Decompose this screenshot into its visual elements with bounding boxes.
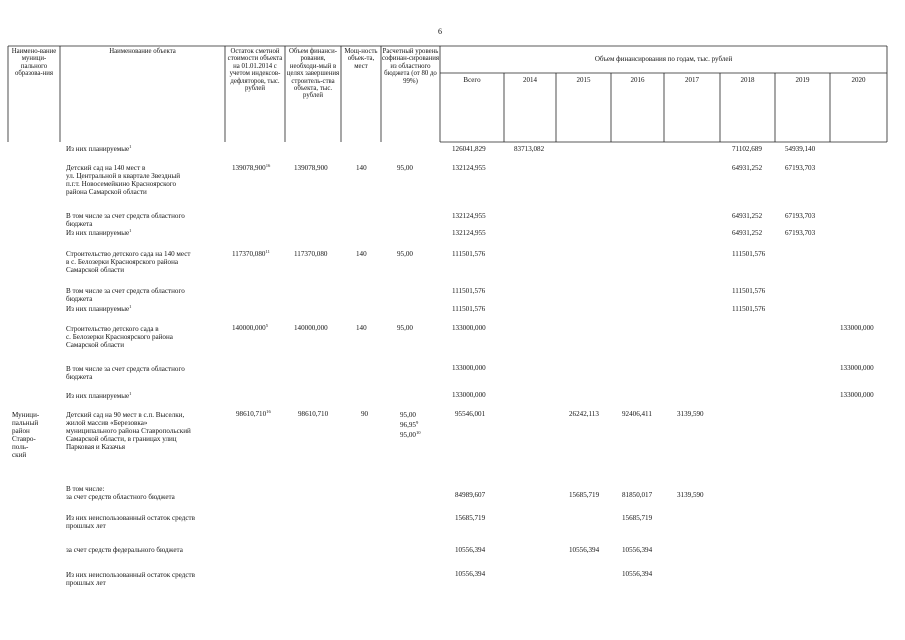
cell-2014: 83713,082 bbox=[514, 145, 545, 153]
cell-2018: 64931,252 bbox=[732, 229, 763, 237]
page-number: 6 bbox=[438, 27, 442, 36]
cell-2016: 92406,411 bbox=[622, 410, 652, 418]
municipality-name: Муници- пальный район Ставро- поль- ский bbox=[12, 411, 40, 460]
cell-remaining-cost: 139078,900$^{16}$ bbox=[232, 163, 271, 172]
cell-2020: 133000,000 bbox=[840, 391, 874, 399]
object-name: Строительство детского сада на 140 мест в с. Белозерки Красноярского района Самарской области bbox=[66, 250, 191, 275]
header-year-2019: 2019 bbox=[795, 76, 810, 84]
object-name: за счет средств федерального бюджета bbox=[66, 546, 183, 554]
object-name: Из них неиспользованный остаток средств прошлых лет bbox=[66, 571, 195, 588]
cell-2015: 15685,719 bbox=[569, 491, 600, 499]
cell-level: 95,00 96,95$^9$ 95,00$^{10}$ bbox=[400, 411, 421, 439]
object-name: В том числе за счет средств областного бюджета bbox=[66, 287, 185, 304]
cell-2019: 67193,703 bbox=[785, 164, 816, 172]
cell-2018: 111501,576 bbox=[732, 250, 766, 258]
cell-level: 95,00 bbox=[397, 250, 413, 258]
object-name: В том числе за счет средств областного бюджета bbox=[66, 212, 185, 229]
cell-2018: 71102,689 bbox=[732, 145, 762, 153]
cell-2016: 10556,394 bbox=[622, 546, 653, 554]
cell-total: 133000,000 bbox=[452, 364, 486, 372]
cell-remaining-cost: 117370,080$^{11}$ bbox=[232, 249, 270, 258]
header-funding-by-year: Объем финансирования по годам, тыс. рублей bbox=[594, 55, 733, 63]
cell-2018: 64931,252 bbox=[732, 212, 763, 220]
cell-capacity: 140 bbox=[356, 250, 367, 258]
object-name: Из них планируемые$^1$ bbox=[66, 228, 132, 237]
cell-remaining-cost: 98610,710$^{16}$ bbox=[236, 409, 271, 418]
cell-total: 132124,955 bbox=[452, 229, 486, 237]
cell-2017: 3139,590 bbox=[677, 410, 704, 418]
cell-total: 95546,001 bbox=[455, 410, 486, 418]
object-name: Из них планируемые$^1$ bbox=[66, 304, 132, 313]
cell-2017: 3139,590 bbox=[677, 491, 704, 499]
object-name: В том числе: за счет средств областного бюджета bbox=[66, 485, 175, 502]
header-funding-volume: Объем финанси-рования, необходи-мый в целях завершения строитель-ства объекта, тыс. рублей bbox=[286, 48, 340, 100]
object-name: Из них планируемые$^1$ bbox=[66, 144, 132, 153]
object-name: В том числе за счет средств областного бюджета bbox=[66, 365, 185, 382]
object-name: Из них неиспользованный остаток средств прошлых лет bbox=[66, 514, 195, 531]
header-remaining-cost: Остаток сметной стоимости объекта на 01.01.2014 с учетом индексов-дефляторов, тыс. рублей bbox=[227, 48, 283, 93]
cell-2019: 54939,140 bbox=[785, 145, 816, 153]
cell-total: 111501,576 bbox=[452, 250, 486, 258]
header-municipality: Наимено-вание муници-пального образова-ния bbox=[11, 48, 57, 78]
cell-funding-volume: 98610,710 bbox=[298, 410, 329, 418]
cell-2015: 26242,113 bbox=[569, 410, 599, 418]
header-year-2014: 2014 bbox=[523, 76, 537, 84]
cell-level: 95,00 bbox=[397, 324, 413, 332]
cell-level: 95,00 bbox=[397, 164, 413, 172]
header-year-2015: 2015 bbox=[576, 76, 591, 84]
object-name: Из них планируемые$^1$ bbox=[66, 391, 132, 400]
cell-total: 111501,576 bbox=[452, 287, 486, 295]
header-total: Всего bbox=[463, 76, 481, 84]
header-year-2017: 2017 bbox=[685, 76, 699, 84]
cell-total: 133000,000 bbox=[452, 391, 486, 399]
cell-funding-volume: 139078,900 bbox=[294, 164, 328, 172]
header-cofinancing-level: Расчетный уровень софинан-сирования из областного бюджета (от 80 до 99%) bbox=[382, 48, 440, 85]
cell-2016: 81850,017 bbox=[622, 491, 653, 499]
cell-2015: 10556,394 bbox=[569, 546, 600, 554]
cell-total: 126041,829 bbox=[452, 145, 486, 153]
cell-2019: 67193,703 bbox=[785, 229, 816, 237]
cell-2018: 111501,576 bbox=[732, 287, 766, 295]
cell-funding-volume: 140000,000 bbox=[294, 324, 328, 332]
object-name: Детский сад на 140 мест в ул. Центральной в квартале Звездный п.г.т. Новосемейкино Красноярского района Самарской области bbox=[66, 164, 181, 197]
cell-2018: 111501,576 bbox=[732, 305, 766, 313]
cell-total: 84989,607 bbox=[455, 491, 486, 499]
header-year-2016: 2016 bbox=[630, 76, 645, 84]
header-object-name: Наименование объекта bbox=[109, 48, 176, 55]
cell-remaining-cost: 140000,000$^5$ bbox=[232, 323, 268, 332]
cell-2019: 67193,703 bbox=[785, 212, 816, 220]
cell-capacity: 90 bbox=[361, 410, 369, 418]
cell-capacity: 140 bbox=[356, 164, 367, 172]
cell-2020: 133000,000 bbox=[840, 324, 874, 332]
header-capacity: Мощ-ность объек-та, мест bbox=[344, 48, 378, 70]
cell-funding-volume: 117370,080 bbox=[294, 250, 328, 258]
cell-2016: 10556,394 bbox=[622, 570, 653, 578]
cell-total: 15685,719 bbox=[455, 514, 486, 522]
cell-2020: 133000,000 bbox=[840, 364, 874, 372]
cell-total: 132124,955 bbox=[452, 212, 486, 220]
cell-total: 111501,576 bbox=[452, 305, 486, 313]
header-year-2018: 2018 bbox=[740, 76, 755, 84]
cell-total: 133000,000 bbox=[452, 324, 486, 332]
header-year-2020: 2020 bbox=[851, 76, 866, 84]
cell-total: 10556,394 bbox=[455, 570, 486, 578]
cell-total: 10556,394 bbox=[455, 546, 486, 554]
header-grid-lines bbox=[0, 0, 905, 145]
cell-2016: 15685,719 bbox=[622, 514, 653, 522]
cell-total: 132124,955 bbox=[452, 164, 486, 172]
object-name: Строительство детского сада в с. Белозерки Красноярского района Самарской области bbox=[66, 325, 173, 350]
cell-capacity: 140 bbox=[356, 324, 367, 332]
object-name: Детский сад на 90 мест в с.п. Выселки, жилой массив «Березовка» муниципального района Ставропольский Самарской области, в границах улиц Парковая и Казачья bbox=[66, 411, 191, 452]
cell-2018: 64931,252 bbox=[732, 164, 763, 172]
table-header bbox=[0, 0, 905, 145]
